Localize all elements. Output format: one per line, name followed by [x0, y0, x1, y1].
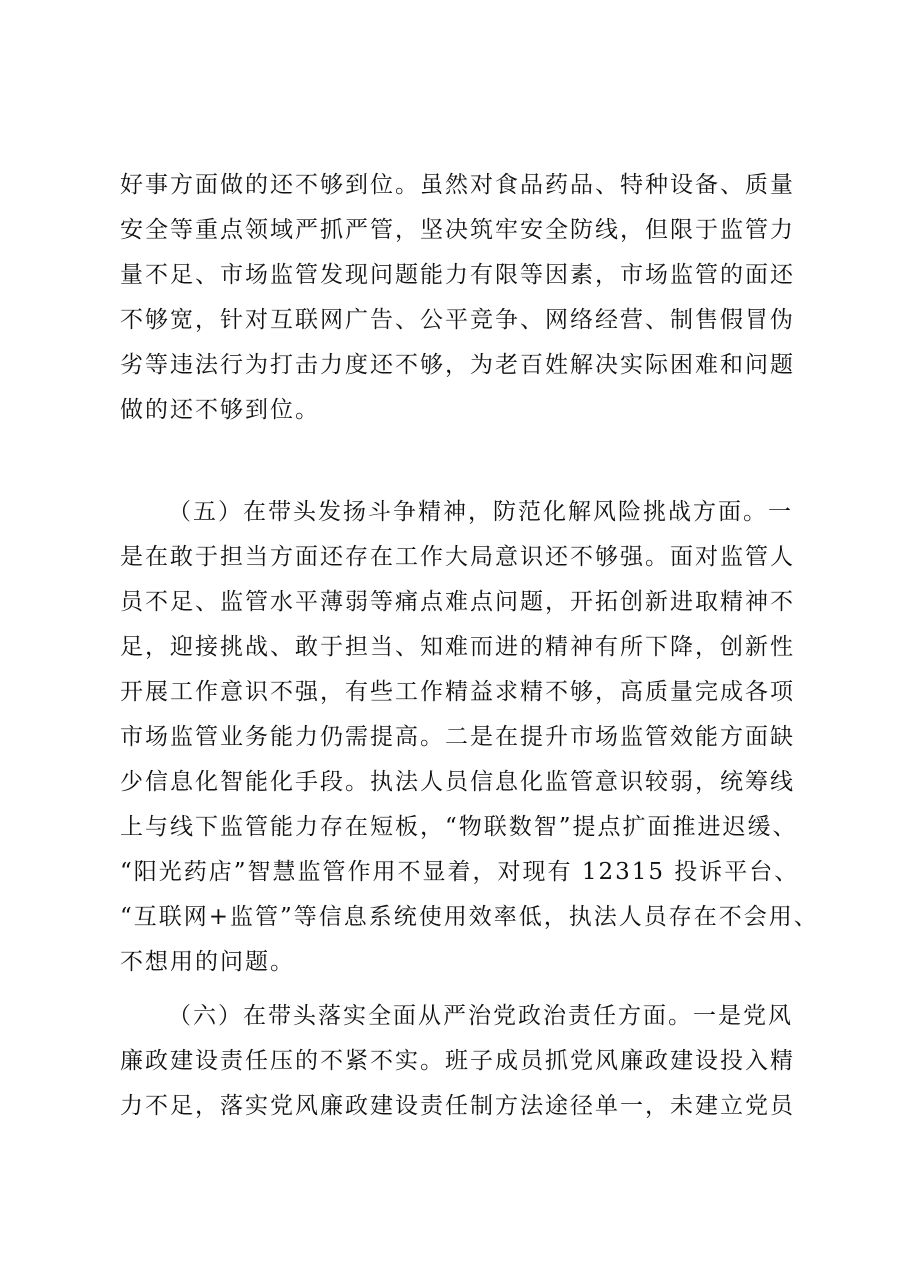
text-line: 好事方面做的还不够到位。虽然对食品药品、特种设备、质量 [120, 172, 795, 198]
text-line: 安全等重点领域严抓严管，坚决筑牢安全防线，但限于监管力 [120, 217, 795, 243]
text-line: 开展工作意识不强，有些工作精益求精不够，高质量完成各项 [120, 679, 795, 705]
text-line: 做的还不够到位。 [120, 397, 320, 423]
text-line: 劣等违法行为打击力度还不够，为老百姓解决实际困难和问题 [120, 352, 795, 378]
text-line: 市场监管业务能力仍需提高。二是在提升市场监管效能方面缺 [120, 724, 795, 750]
paragraph-heading-line: （五）在带头发扬斗争精神，防范化解风险挑战方面。一 [168, 499, 793, 525]
paragraph-continuation [120, 163, 820, 433]
text-line: “阳光药店”智慧监管作用不显着，对现有 12315 投诉平台、 [120, 859, 800, 885]
text-line: 少信息化智能化手段。执法人员信息化监管意识较弱，统筹线 [120, 769, 795, 795]
text-line: “互联网+监管”等信息系统使用效率低，执法人员存在不会用、 [120, 904, 819, 930]
text-line: 上与线下监管能力存在短板，“物联数智”提点扩面推进迟缓、 [120, 814, 798, 840]
text-line: 是在敢于担当方面还存在工作大局意识还不够强。面对监管人 [120, 544, 795, 570]
text-line: 足，迎接挑战、敢于担当、知难而进的精神有所下降，创新性 [120, 634, 795, 660]
text-line: 员不足、监管水平薄弱等痛点难点问题，开拓创新进取精神不 [120, 589, 795, 615]
text-line: 廉政建设责任压的不紧不实。班子成员抓党风廉政建设投入精 [120, 1048, 795, 1074]
paragraph-heading-line: （六）在带头落实全面从严治党政治责任方面。一是党风 [168, 1003, 793, 1029]
text-line: 量不足、市场监管发现问题能力有限等因素，市场监管的面还 [120, 262, 795, 288]
text-line: 不够宽，针对互联网广告、公平竞争、网络经营、制售假冒伪 [120, 307, 795, 333]
text-line: 不想用的问题。 [120, 949, 295, 975]
text-line: 力不足，落实党风廉政建设责任制方法途径单一，未建立党员 [120, 1093, 795, 1119]
paragraph-five [120, 490, 820, 985]
paragraph-six [120, 994, 820, 1129]
